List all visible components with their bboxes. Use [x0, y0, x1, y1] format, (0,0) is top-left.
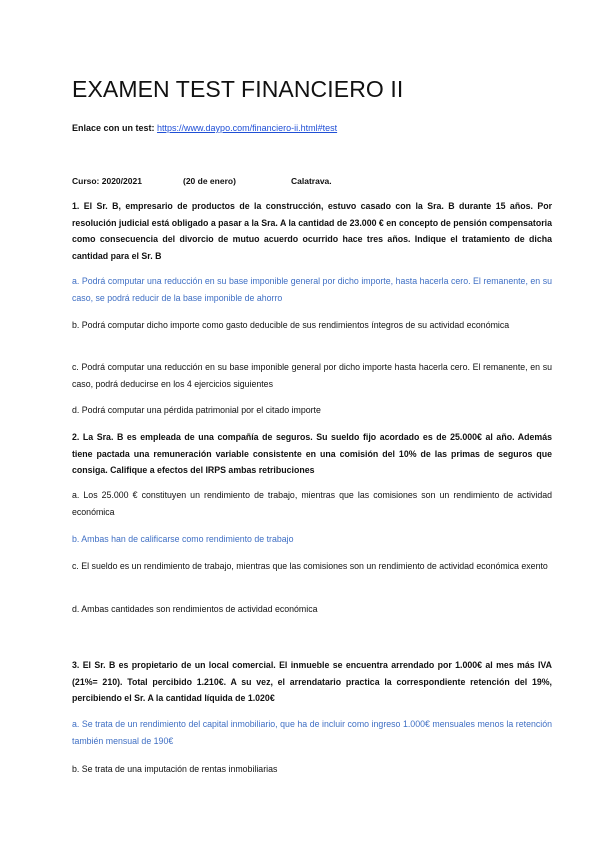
- question-1: 1. El Sr. B, empresario de productos de la construcción, estuvo casado con la Sra. B durante 15 años. Por resolución judicial está obligado a pasar a la Sra. A la cantidad de 23.000 € en concepto de pensión compensatoria como consecuencia del divorcio de mutuo acuerdo ocurrido hace tres años. Indique el tratamiento de dicha cantidad para el Sr. B: [72, 201, 552, 261]
- exam-place: Calatrava.: [291, 176, 332, 186]
- question-2-option-a: a. Los 25.000 € constituyen un rendimiento de trabajo, mientras que las comisiones son un rendimiento de actividad económica: [72, 490, 552, 517]
- question-3-option-b: b. Se trata de una imputación de rentas inmobiliarias: [72, 764, 278, 774]
- question-1-option-a: a. Podrá computar una reducción en su base imponible general por dicho importe, hasta hacerla cero. El remanente, en su caso, se podrá reducir de la base imponible de ahorro: [72, 276, 552, 303]
- question-2: 2. La Sra. B es empleada de una compañía de seguros. Su sueldo fijo acordado es de 25.000€ al año. Además tiene pactada una remuneración variable consistente en una comisión del 10% de las primas de seguros que consiga. Califique a efectos del IRPS ambas retribuciones: [72, 432, 552, 475]
- question-2-option-c: c. El sueldo es un rendimiento de trabajo, mientras que las comisiones son un rendimiento de actividad económica exento: [72, 561, 548, 571]
- question-1-option-b: b. Podrá computar dicho importe como gasto deducible de sus rendimientos íntegros de su actividad económica: [72, 320, 510, 330]
- exam-date: (20 de enero): [183, 176, 236, 186]
- document-title: EXAMEN TEST FINANCIERO II: [72, 76, 404, 102]
- question-2-option-d: d. Ambas cantidades son rendimientos de actividad económica: [72, 604, 318, 614]
- test-link[interactable]: https://www.daypo.com/financiero-ii.html#test: [157, 123, 338, 133]
- question-3: 3. El Sr. B es propietario de un local comercial. El inmueble se encuentra arrendado por 1.000€ al mes más IVA (21%= 210). Total percibido 1.210€. A su vez, el arrendatario practica la correspondiente retención del 19%, percibiendo el Sr. A la cantidad líquida de 1.020€: [72, 660, 552, 703]
- question-2-option-b: b. Ambas han de calificarse como rendimiento de trabajo: [72, 534, 294, 544]
- course-label: Curso: 2020/2021: [72, 176, 142, 186]
- test-link-label: Enlace con un test:: [72, 123, 158, 133]
- question-3-option-a: a. Se trata de un rendimiento del capital inmobiliario, que ha de incluir como ingreso 1.000€ mensuales menos la retención también mensual de 190€: [72, 719, 552, 746]
- question-1-option-d: d. Podrá computar una pérdida patrimonial por el citado importe: [72, 405, 321, 415]
- test-link-line: [72, 123, 337, 133]
- question-1-option-c: c. Podrá computar una reducción en su base imponible general por dicho importe hasta hacerla cero. El remanente, en su caso, podrá deducirse en los 4 ejercicios siguientes: [72, 362, 552, 389]
